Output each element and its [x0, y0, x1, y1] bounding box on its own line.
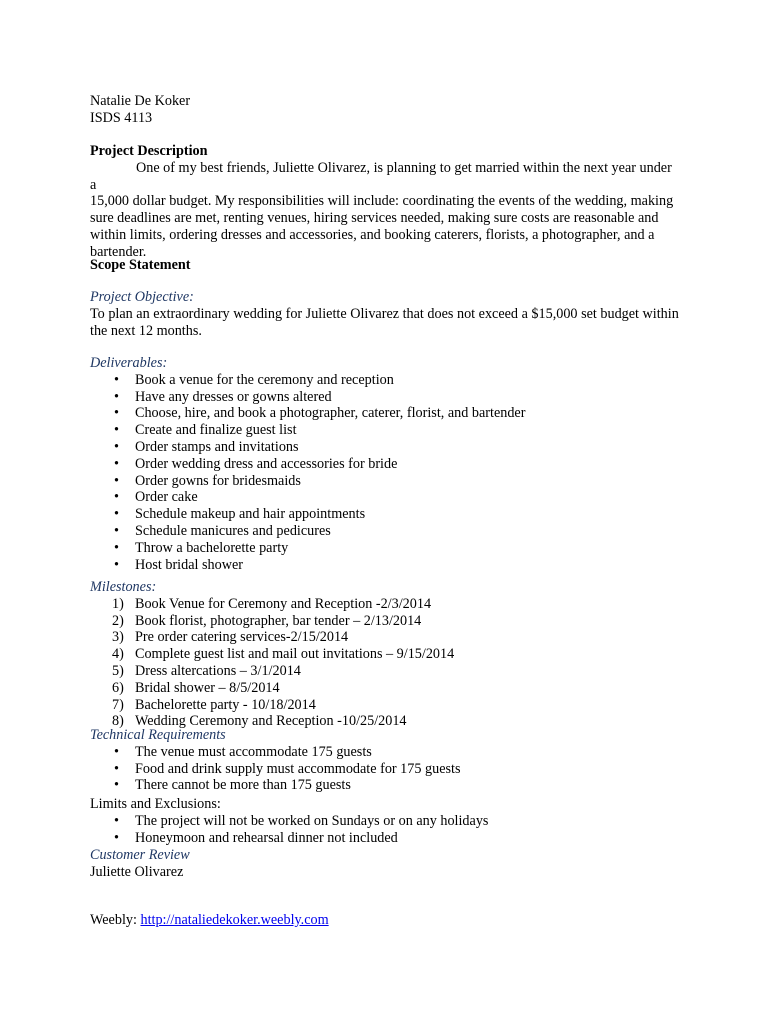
list-item: 5) Dress altercations – 3/1/2014 [112, 662, 301, 679]
bullet-icon: • [114, 422, 119, 439]
limits-label: Limits and Exclusions: [90, 796, 221, 812]
list-item: • Schedule manicures and pedicures [114, 522, 331, 539]
list-item: 2) Book florist, photographer, bar tender – 2/13/2014 [112, 612, 422, 629]
bullet-icon: • [114, 777, 119, 794]
technical-requirements-section [90, 727, 680, 794]
limits-list [90, 813, 680, 847]
milestones-label: Milestones: [90, 579, 157, 595]
list-item: • Throw a bachelorette party [114, 539, 289, 556]
list-item: 3) Pre order catering services-2/15/2014 [112, 629, 349, 646]
bullet-icon: • [114, 829, 119, 846]
bullet-icon: • [114, 539, 119, 556]
limits-exclusions-section [90, 796, 680, 846]
list-item: • Food and drink supply must accommodate for 175 guests [114, 760, 461, 777]
bullet-icon: • [114, 472, 119, 489]
list-item: • The venue must accommodate 175 guests [114, 743, 372, 760]
technical-requirements-label: Technical Requirements [90, 727, 226, 743]
deliverables-label: Deliverables: [90, 355, 168, 371]
description-line: One of my best friends, Juliette Olivarez, is planning to get married within the next year under a [90, 159, 672, 193]
project-description-section [90, 143, 680, 261]
bullet-icon: • [114, 371, 119, 388]
list-item: • Create and finalize guest list [114, 422, 297, 439]
objective-line: To plan an extraordinary wedding for Juliette Olivarez that does not exceed a $15,000 set budget within [90, 305, 679, 322]
list-item: • Order gowns for bridesmaids [114, 472, 301, 489]
list-item: 4) Complete guest list and mail out invitations – 9/15/2014 [112, 646, 455, 663]
bullet-icon: • [114, 812, 119, 829]
list-item: • Book a venue for the ceremony and reception [114, 371, 394, 388]
author-name: Natalie De Koker [90, 93, 191, 109]
description-line: within limits, ordering dresses and accessories, and booking caterers, florists, a photographer, and a [90, 226, 655, 243]
customer-review-label: Customer Review [90, 847, 190, 863]
bullet-icon: • [114, 388, 119, 405]
list-item: • Schedule makeup and hair appointments [114, 506, 366, 523]
bullet-icon: • [114, 489, 119, 506]
footer-weebly [90, 912, 680, 929]
bullet-icon: • [114, 760, 119, 777]
list-item: 7) Bachelorette party - 10/18/2014 [112, 696, 316, 713]
milestones-list [90, 596, 680, 730]
list-item: • Choose, hire, and book a photographer, caterer, florist, and bartender [114, 405, 526, 422]
reviewer-name: Juliette Olivarez [90, 863, 184, 880]
bullet-icon: • [114, 743, 119, 760]
bullet-icon: • [114, 455, 119, 472]
technical-requirements-list [90, 744, 680, 794]
customer-review-section [90, 847, 680, 881]
deliverables-list [90, 372, 680, 574]
list-item: • Order cake [114, 489, 198, 506]
list-item: • Honeymoon and rehearsal dinner not included [114, 829, 398, 846]
list-item: • Order stamps and invitations [114, 438, 299, 455]
list-item: • Have any dresses or gowns altered [114, 388, 332, 405]
weebly-label: Weebly: [90, 912, 141, 928]
description-line: bartender. [90, 243, 147, 260]
list-item: • Host bridal shower [114, 556, 243, 573]
deliverables-section [90, 355, 680, 573]
description-line: sure deadlines are met, renting venues, hiring services needed, making sure costs are reasonable and [90, 210, 659, 227]
description-line: 15,000 dollar budget. My responsibilities will include: coordinating the events of the wedding, making [90, 193, 674, 210]
list-item: 6) Bridal shower – 8/5/2014 [112, 679, 280, 696]
objective-line: the next 12 months. [90, 322, 202, 339]
list-item: • The project will not be worked on Sundays or on any holidays [114, 812, 489, 829]
objective-label: Project Objective: [90, 289, 194, 305]
author-header [90, 93, 680, 127]
milestones-section [90, 579, 680, 730]
scope-statement-heading: Scope Statement [90, 257, 191, 273]
list-item: 8) Wedding Ceremony and Reception -10/25/2014 [112, 713, 407, 730]
bullet-icon: • [114, 556, 119, 573]
weebly-link[interactable]: http://nataliedekoker.weebly.com [140, 912, 329, 928]
list-item: • There cannot be more than 175 guests [114, 777, 351, 794]
scope-statement-section [90, 257, 680, 274]
bullet-icon: • [114, 405, 119, 422]
bullet-icon: • [114, 438, 119, 455]
bullet-icon: • [114, 522, 119, 539]
bullet-icon: • [114, 506, 119, 523]
list-item: 1) Book Venue for Ceremony and Reception -2/3/2014 [112, 595, 432, 612]
list-item: • Order wedding dress and accessories for bride [114, 455, 398, 472]
project-objective-section [90, 289, 680, 339]
weebly-line [90, 912, 680, 929]
course-code: ISDS 4113 [90, 109, 153, 126]
project-description-heading: Project Description [90, 143, 208, 159]
